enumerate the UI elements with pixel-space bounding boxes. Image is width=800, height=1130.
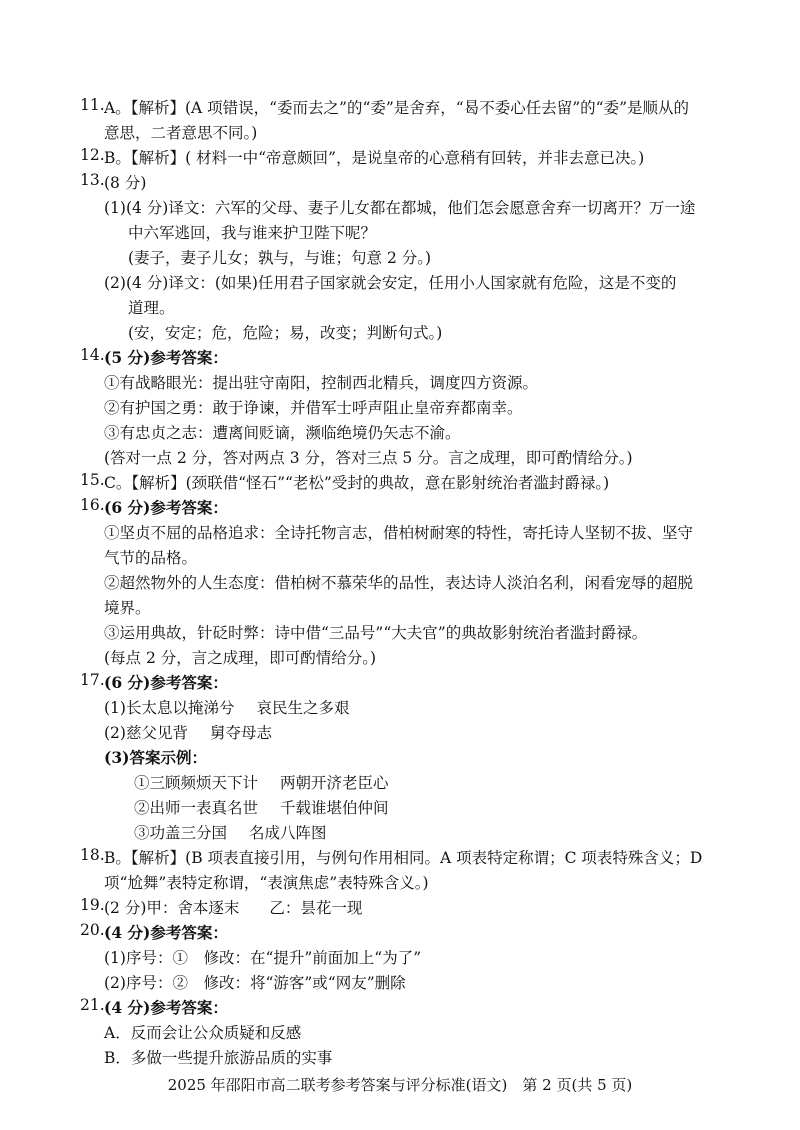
q15-line1: C。【解析】(颈联借“怪石”“老松”受封的典故，意在影射统治者滥封爵禄。): [104, 474, 610, 492]
q21-answer1: A．反而会让公众质疑和反感: [104, 1024, 302, 1042]
q13-head: (8 分): [104, 174, 147, 192]
q13-part2-note: (安，安定；危，危险；易，改变；判断句式。): [128, 324, 443, 342]
q12-number: 12.: [80, 146, 105, 164]
q14-answer3: ③有忠贞之志：遭离间贬谪，濒临绝境仍矢志不渝。: [104, 424, 461, 442]
q18-line2: 项“尬舞”表特定称谓，“表演焦虑”表特殊含义。): [104, 874, 429, 892]
q16-answer2-line2: 境界。: [104, 599, 151, 617]
q16-head: (6 分)参考答案：: [104, 498, 228, 517]
q13-part2-line2: 道理。: [128, 299, 175, 317]
q13-part1-note: (妻子，妻子儿女；孰与，与谁；句意 2 分。): [128, 249, 432, 267]
q12-line1: B。【解析】( 材料一中“帝意颇回”，是说皇帝的心意稍有回转，并非去意已决。): [104, 149, 645, 167]
q16-answer1-line2: 气节的品格。: [104, 549, 198, 567]
q21-answer2: B．多做一些提升旅游品质的实事: [104, 1049, 333, 1067]
q14-answer1: ①有战略眼光：提出驻守南阳，控制西北精兵，调度四方资源。: [104, 374, 539, 392]
q17-example3-b: 名成八阵图: [249, 824, 327, 842]
q13-part1-line2: 中六军逃回，我与谁来护卫陛下呢？: [128, 224, 377, 242]
q20-answer2: (2)序号：② 修改：将“游客”或“网友”删除: [104, 974, 406, 992]
q16-number: 16.: [80, 496, 105, 514]
q17-example1: [134, 771, 389, 793]
q17-answer2-b: 舅夺母志: [209, 724, 272, 742]
q14-note: (答对一点 2 分，答对两点 3 分，答对三点 5 分。言之成理，即可酌情给分。): [104, 449, 633, 467]
q21-number: 21.: [80, 996, 105, 1014]
q19-answer-a: (2 分)甲：舍本逐末: [104, 899, 240, 917]
q13-part1-line1: (1)(4 分)译文：六军的父母、妻子儿女都在都城，他们怎会愿意舍弃一切离开？万一途: [104, 199, 696, 217]
q14-answer2: ②有护国之勇：敢于诤谏，并借军士呼声阻止皇帝弃都南幸。: [104, 399, 523, 417]
q17-number: 17.: [80, 671, 105, 689]
q16-answer1-line1: ①坚贞不屈的品格追求：全诗托物言志，借柏树耐寒的特性，寄托诗人坚韧不拔、坚守: [104, 524, 694, 542]
q17-answer3-head: (3)答案示例：: [104, 748, 207, 767]
q17-example3-a: ③功盖三分国: [134, 824, 228, 842]
q13-number: 13.: [80, 171, 105, 189]
q17-example3: [134, 821, 327, 843]
q14-head: (5 分)参考答案：: [104, 348, 228, 367]
q11-line1: A。【解析】(A 项错误，“委而去之”的“委”是舍弃，“曷不委心任去留”的“委”是顺从的: [104, 99, 690, 117]
q20-number: 20.: [80, 921, 105, 939]
q17-answer2: [104, 721, 272, 743]
q17-example1-b: 两朝开济老臣心: [280, 774, 389, 792]
q18-number: 18.: [80, 846, 105, 864]
q16-note: (每点 2 分，言之成理，即可酌情给分。): [104, 649, 377, 667]
q18-line1: B。【解析】(B 项表直接引用，与例句作用相同。A 项表特定称谓；C 项表特殊含义；D: [104, 849, 703, 867]
q17-example2-a: ②出师一表真名世: [134, 799, 259, 817]
q17-answer1: [104, 696, 349, 718]
q19-number: 19.: [80, 896, 105, 914]
q11-line2: 意思，二者意思不同。): [104, 124, 258, 142]
page-footer: 2025 年邵阳市高二联考参考答案与评分标准(语文) 第 2 页(共 5 页): [167, 1076, 633, 1094]
q17-answer2-a: (2)慈父见背: [104, 724, 188, 742]
q19-answer-b: 乙：昙花一现: [269, 899, 363, 917]
q20-answer1: (1)序号：① 修改：在“提升”前面加上“为了”: [104, 949, 422, 967]
q19-answer: [104, 896, 362, 918]
q17-head: (6 分)参考答案：: [104, 673, 228, 692]
q21-head: (4 分)参考答案：: [104, 998, 228, 1017]
q17-example2: [134, 796, 389, 818]
q13-part2-line1: (2)(4 分)译文：(如果)任用君子国家就会安定，任用小人国家就有危险，这是不变的: [104, 274, 677, 292]
q17-example1-a: ①三顾频烦天下计: [134, 774, 259, 792]
q16-answer2-line1: ②超然物外的人生态度：借柏树不慕荣华的品性，表达诗人淡泊名利，闲看宠辱的超脱: [104, 574, 694, 592]
q16-answer3: ③运用典故，针砭时弊：诗中借“三品号”“大夫官”的典故影射统治者滥封爵禄。: [104, 624, 648, 642]
q17-answer1-b: 哀民生之多艰: [256, 699, 350, 717]
q11-number: 11.: [80, 96, 105, 114]
q20-head: (4 分)参考答案：: [104, 923, 228, 942]
q14-number: 14.: [80, 346, 105, 364]
q17-example2-b: 千载谁堪伯仲间: [280, 799, 389, 817]
q15-number: 15.: [80, 471, 105, 489]
q17-answer1-a: (1)长太息以掩涕兮: [104, 699, 235, 717]
